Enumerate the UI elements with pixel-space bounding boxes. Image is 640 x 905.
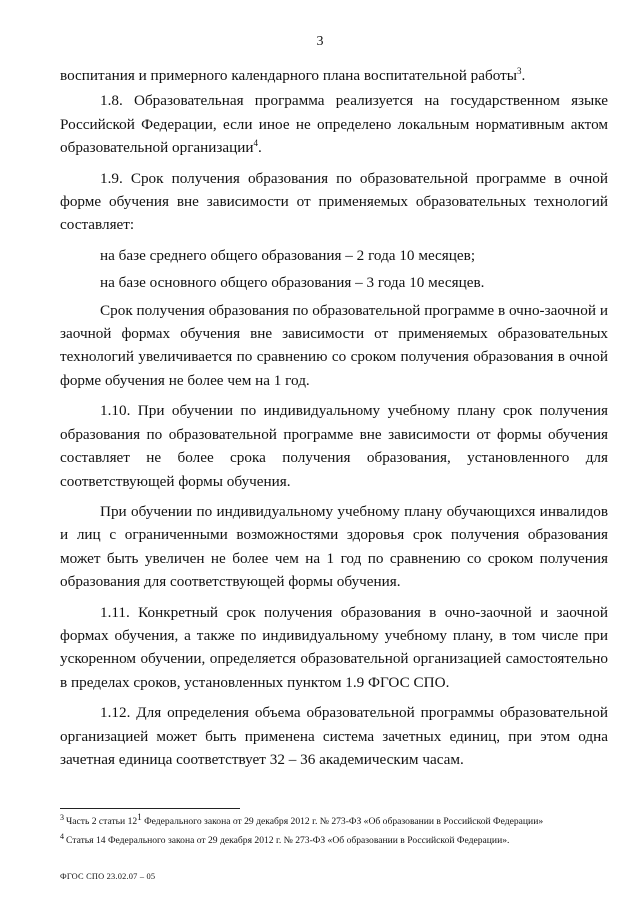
- document-code: ФГОС СПО 23.02.07 – 05: [60, 872, 156, 881]
- paragraph-disabled-students: При обучении по индивидуальному учебному плану обучающихся инвалидов и лиц с ограниченными возможностями здоровья срок получения образования может быть увеличен не более чем на 1 год по сравнению со сроком получения образования для соответствующей формы обучения.: [60, 502, 608, 591]
- document-body: [60, 64, 608, 778]
- footnote-ref[interactable]: 4: [253, 138, 259, 149]
- paragraph-1-8: 1.8. Образовательная программа реализуется на государственном языке Российской Федерации, если иное не определено локальным нормативным актом образовательной организации$^4$.: [60, 92, 608, 157]
- list-item-secondary-education: на базе среднего общего образования – 2 года 10 месяцев;: [100, 246, 476, 264]
- paragraph-1-12: 1.12. Для определения объема образовательной программы образовательной организацией может быть применена система зачетных единиц, при этом одна зачетная единица соответствует 32 – 36 академическим часам.: [60, 704, 608, 768]
- paragraph-1-10: 1.10. При обучении по индивидуальному учебному плану срок получения образования по образовательной программе вне зависимости от формы обучения составляет не более срока получения образования, установленного для соответствующей формы обучения.: [60, 402, 608, 490]
- list-item-basic-education: на базе основного общего образования – 3 года 10 месяцев.: [100, 274, 485, 292]
- paragraph-1-9: 1.9. Срок получения образования по образовательной программе в очной форме обучения вне зависимости от применяемых образовательных технологий составляет:: [60, 169, 608, 234]
- footnote-ref[interactable]: 3: [516, 65, 522, 76]
- footnotes: [60, 812, 620, 850]
- paragraph-1-11: 1.11. Конкретный срок получения образования в очно-заочной и заочной формах обучения, а также по индивидуальному учебному плану, в том числе при ускоренном обучении, определяется образовательной организацией самостоятельно в пределах сроков, установленных пунктом 1.9 ФГОС СПО.: [60, 603, 608, 691]
- footnote-4: $^4$ Статья 14 Федерального закона от 29 декабря 2012 г. № 273-ФЗ «Об образовании в Российской Федерации».: [60, 831, 510, 846]
- paragraph-part-time: Срок получения образования по образовательной программе в очно-заочной и заочной формах обучения вне зависимости от применяемых образовательных технологий увеличивается по сравнению со сроком получения образования в очной форме обучения не более чем на 1 год.: [60, 301, 608, 389]
- footnote-divider: [60, 808, 240, 809]
- page-number: 3: [316, 34, 324, 49]
- paragraph-continuation: воспитания и примерного календарного плана воспитательной работы$^3$.: [60, 65, 526, 84]
- footnote-3: $^3$ Часть 2 статьи $12^1$ Федерального закона от 29 декабря 2012 г. № 273-ФЗ «Об образовании в Российской Федерации»: [60, 811, 544, 827]
- footnote-mark: 3: [60, 812, 64, 822]
- footnote-mark: 4: [60, 831, 64, 841]
